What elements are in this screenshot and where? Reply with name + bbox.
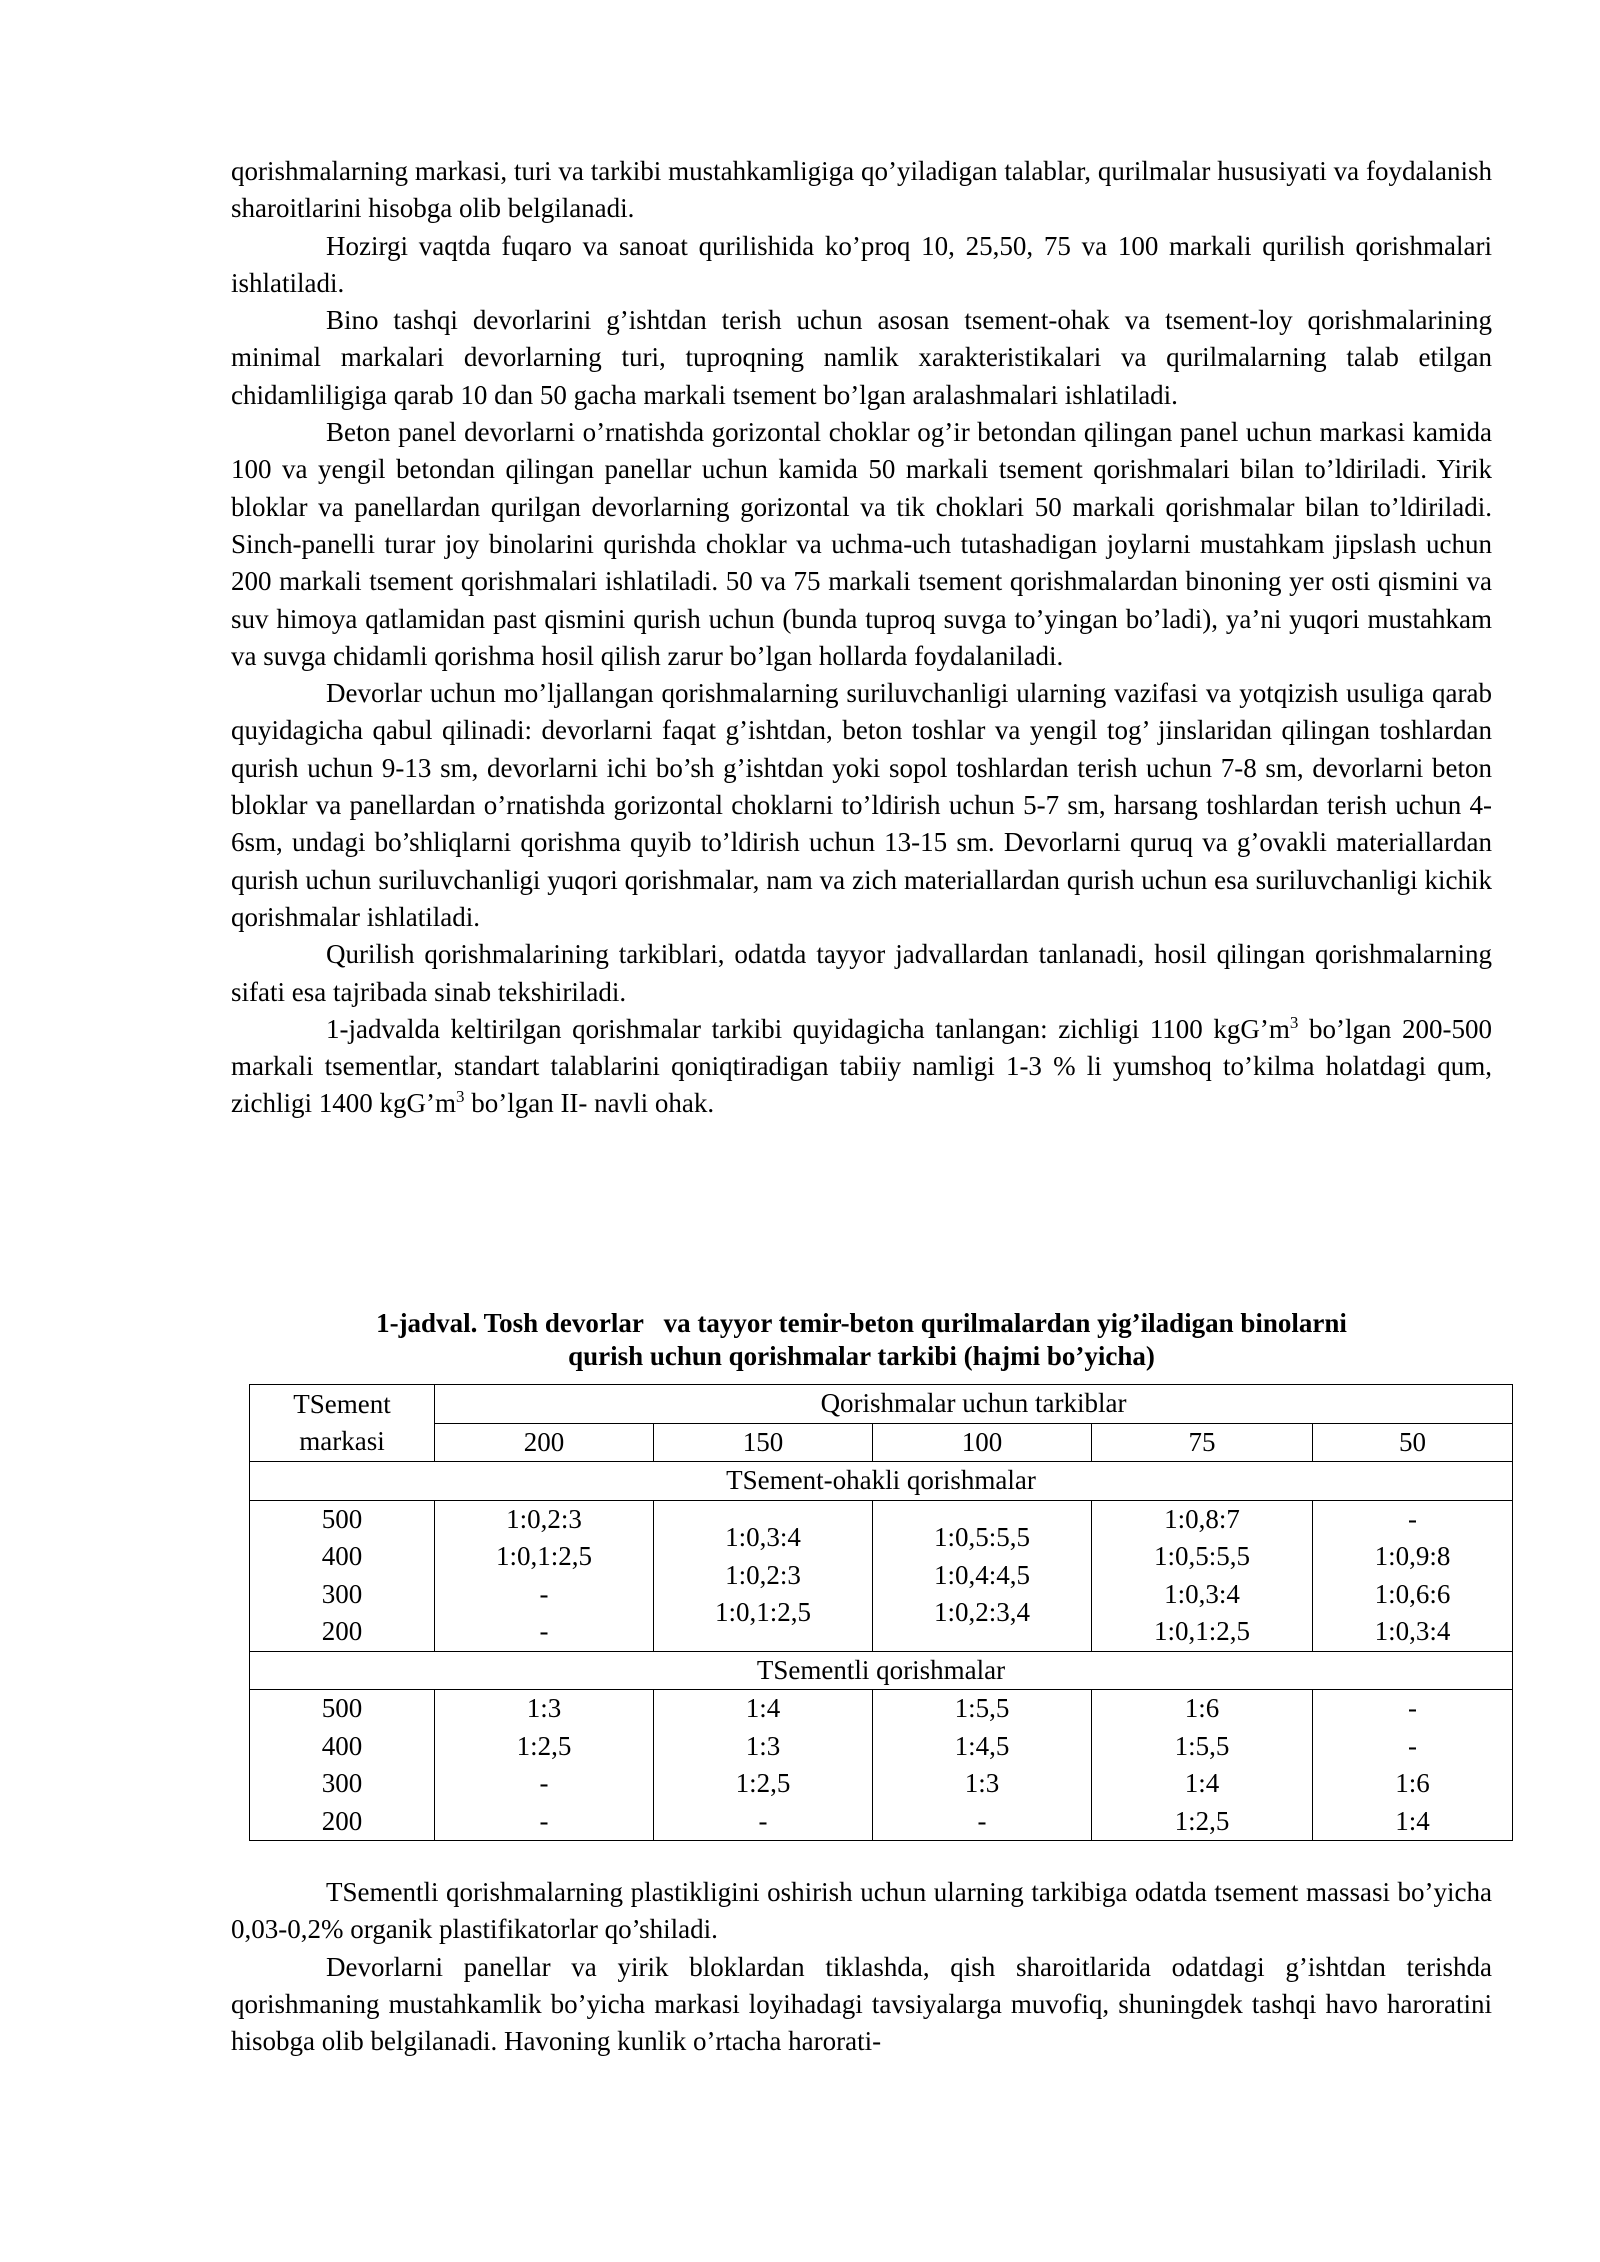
body-text-bottom [231,1874,1492,2060]
table-caption [231,1307,1492,1373]
paragraph: Bino tashqi devorlarini g’ishtdan terish uchun asosan tsement-ohak va tsement-loy qorishmalarining minimal markalari devorlarning turi, tuproqning namlik xarakteristikalari va qurilmalarning talab etilgan chidamliligiga qarab 10 dan 50 gacha markali tsement bo’lgan aralashmalari ishlatiladi. [231,305,1492,410]
mortar-composition-table [249,1384,1513,1841]
paragraph: Devorlar uchun mo’ljallangan qorishmalarning suriluvchanligi ularning vazifasi va yotqizish usuliga qarab quyidagicha qabul qilinadi: devorlarni faqat g’ishtdan, beton toshlar va yengil tog’ jinslaridan qilingan toshlardan qurish uchun 9-13 sm, devorlarni ichi bo’sh g’ishtdan yoki sopol toshlardan terish uchun 7-8 sm, devorlarni beton bloklar va panellardan o’rnatishda gorizontal choklarni to’ldirish uchun 5-7 sm, harsang toshlardan terish uchun 4-6sm, undagi bo’shliqlarni qorishma quyib to’ldirish uchun 13-15 sm. Devorlarni quruq va g’ovakli materiallardan qurish uchun suriluvchanligi yuqori qorishmalar, nam va zich materiallardan qurish uchun esa suriluvchanligi kichik qorishmalar ishlatiladi. [231,678,1492,932]
header-text: markasi [299,1426,385,1456]
section-title: TSementli qorishmalar [250,1651,1513,1690]
column-header: 75 [1092,1423,1313,1462]
column-header: 100 [873,1423,1092,1462]
column-header: 150 [654,1423,873,1462]
section-title: TSement-ohakli qorishmalar [250,1462,1513,1501]
table-cell: 1:5,5 1:4,5 1:3 - [873,1690,1092,1841]
text-span: bo’lgan 200-500 markali tsementlar, standart talablarini qoniqtiradigan tabiiy namligi 1-3 % li yumshoq to’kilma holatdagi qum, zichligi 1400 kgG’m [231,1013,1493,1119]
table-cell: 1:0,2:3 1:0,1:2,5 - - [435,1500,654,1651]
text-span: 1-jadvalda keltirilgan qorishmalar tarkibi quyidagicha tanlangan: zichligi 1100 kgG’m [326,1013,1290,1044]
superscript: 3 [1289,1012,1299,1032]
table-row [250,1690,1513,1841]
table-header-row [250,1385,1513,1424]
table-cell: 1:0,8:7 1:0,5:5,5 1:0,3:4 1:0,1:2,5 [1092,1500,1313,1651]
paragraph: qorishmalarning markasi, turi va tarkibi mustahkamligiga qo’yiladigan talablar, qurilmalar hususiyati va foydalanish sharoitlarini hisobga olib belgilanadi. [231,156,1492,224]
table-cell: 1:3 1:2,5 - - [435,1690,654,1841]
paragraph: TSementli qorishmalarning plastikligini oshirish uchun ularning tarkibiga odatda tsement massasi bo’yicha 0,03-0,2% organik plastifikatorlar qo’shiladi. [231,1877,1492,1945]
caption-line-1: 1-jadval. Tosh devorlar va tayyor temir-beton qurilmalardan yig’iladigan binolarni [376,1308,1347,1338]
paragraph: Qurilish qorishmalarining tarkiblari, odatda tayyor jadvallardan tanlanadi, hosil qilingan qorishmalarning sifati esa tajribada sinab tekshiriladi. [231,939,1492,1007]
table-cell: 1:4 1:3 1:2,5 - [654,1690,873,1841]
table-cell: 500 400 300 200 [250,1690,435,1841]
table-cell: - 1:0,9:8 1:0,6:6 1:0,3:4 [1313,1500,1513,1651]
paragraph: Devorlarni panellar va yirik bloklardan tiklashda, qish sharoitlarida odatdagi g’ishtdan terishda qorishmaning mustahkamlik bo’yicha markasi loyihadagi tavsiyalarga muvofiq, shuningdek tashqi havo haroratini hisobga olib belgilanadi. Havoning kunlik o’rtacha harorati- [231,1951,1492,2057]
section-title-row [250,1462,1513,1501]
table-row [250,1500,1513,1651]
caption-line-2: qurish uchun qorishmalar tarkibi (hajmi bo’yicha) [568,1341,1155,1371]
text-span: bo’lgan II- navli ohak. [464,1088,715,1119]
paragraph: Beton panel devorlarni o’rnatishda gorizontal choklar og’ir betondan qilingan panel uchun markasi kamida 100 va yengil betondan qilingan panellar uchun kamida 50 markali tsement qorishmalari bilan to’ldiriladi. Yirik bloklar va panellardan qurilgan devorlarning gorizontal va tik choklari 50 markali qorishmalar bilan to’ldiriladi. Sinch-panelli turar joy binolarini qurishda choklar va uchma-uch tutashadigan joylarni mustahkam jipslash uchun 200 markali tsement qorishmalari ishlatiladi. 50 va 75 markali tsement qorishmalardan binoning yer osti qismini va suv himoya qatlamidan past qismini qurish uchun (bunda tuproq suvga to’yingan bo’ladi), ya’ni yuqori mustahkam va suvga chidamli qorishma hosil qilish zarur bo’lgan hollarda foydalaniladi. [231,417,1492,671]
paragraph-density [231,1011,1492,1123]
header-cement-grade [250,1385,435,1462]
table-cell: 1:0,3:4 1:0,2:3 1:0,1:2,5 [654,1500,873,1651]
superscript: 3 [455,1087,465,1107]
paragraph: Hozirgi vaqtda fuqaro va sanoat qurilishida ko’proq 10, 25,50, 75 va 100 markali qurilish qorishmalari ishlatiladi. [231,230,1492,298]
column-header: 50 [1313,1423,1513,1462]
table-header-row [250,1423,1513,1462]
table-cell: 1:0,5:5,5 1:0,4:4,5 1:0,2:3,4 [873,1500,1092,1651]
body-text-top [231,153,1492,1123]
table-cell: 500 400 300 200 [250,1500,435,1651]
table-cell: 1:6 1:5,5 1:4 1:2,5 [1092,1690,1313,1841]
table-cell: - - 1:6 1:4 [1313,1690,1513,1841]
column-header: 200 [435,1423,654,1462]
section-title-row [250,1651,1513,1690]
header-group: Qorishmalar uchun tarkiblar [435,1385,1513,1424]
header-text: TSement [293,1388,391,1419]
